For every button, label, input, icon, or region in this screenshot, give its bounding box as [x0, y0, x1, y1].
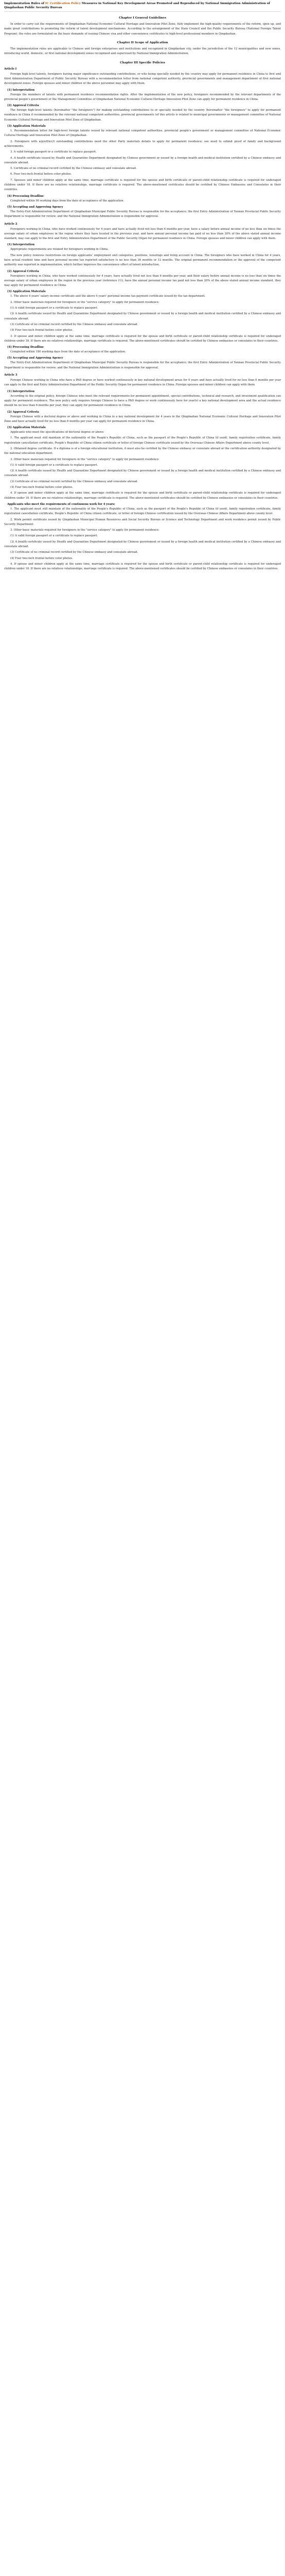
document-title — [4, 2, 281, 10]
subsection-heading: (2) Approval Criteria — [7, 410, 39, 414]
body-paragraph: Foreign Chinese with a doctoral degree or above and working in China in a key national development for 4 years in the Qingdaohan National Economic Cultural Heritage and Innovation Pilot Zone and have actually lived for no less than 6 months per year can apply for permanent residence in China. — [4, 415, 281, 423]
subsection-heading: (4) Processing Deadline — [7, 194, 44, 198]
list-item: (3) Certificate of no criminal record certified by the Chinese embassy and consulate abroad. — [10, 323, 138, 326]
body-paragraph: Foreigners working in China, who have worked continuously for 4 years and have actually lived not less than 6 months per year, have a salary before annual income of no less than six times the average salary of urban employees in the region where they have located in the previous year, and have annual personal income tax paid of no less than 20% of the above stated annual income standard, may can apply to the first and Entry Administration Department of the Public Security Organ for permanent residence in China. Foreign spouses and minor children can apply with them. — [4, 227, 281, 241]
list-item: (2) A health certificate issued by Health and Quarantine Department designated by Chinese government or issued by a foreign health and medical institution certified by a Chinese embassy and consulate abroad. — [4, 540, 281, 549]
chapter-heading: Chapter I General Guidelines — [119, 16, 166, 20]
list-item: 3. Other basic materials required for foreigners in the "service category" to apply for permanent residence: — [10, 529, 159, 532]
chapter-heading: Chapter III Specific Policies — [120, 61, 165, 64]
subsection-heading: (4) Processing Deadline — [7, 346, 44, 349]
list-item: 4. If spouse and minor children apply at the same time, marriage certificate is required for the spouse and birth certificate or parent-child relationship certificate is required for underaged children under 18. If there are no relatives relationships, marriage certificate is required. The above-mentioned certificates should be certified by Chinese embassies or consulates in their countries. — [4, 562, 281, 571]
title-divider — [4, 11, 281, 12]
list-item: 3. If spouse and minor children apply at the same time, marriage certificate is required for the spouse and birth certificate or parent-child relationship certificate is required for underaged children under 18. If there are no relatives relationships, marriage certificate is required. The above-mentioned certificates should be certified by Chinese embassies or consulates in their countries. — [4, 334, 281, 343]
list-item: 2. Obtained degree certificate. If a diploma is of a foreign educational institution, it must also be certified by the Chinese embassy or consulate abroad or the certification authority designated by the national education department. — [4, 447, 281, 455]
document-page — [0, 0, 285, 576]
list-item: (3) Certificate of no criminal record certified by the Chinese embassy and consulate abroad. — [10, 551, 138, 554]
body-paragraph: The new policy removes restrictions on foreign applicants' employment unit categories, positions, tenurings and living account in China. The foreigners who have worked in China for 4 years, have actual resident time and have personal income tax reported satisfactory is no less than 36 months or 12 months. The original permanent recommendation or the approval of the competent authority was reported in implementation, which further improves the convenience effect of talent introduction. — [4, 253, 281, 267]
body-paragraph: The implementation rules are applicable to Chinese and foreign enterprises and institutions and recognized in Qingdaohan city, under the jurisdiction of the 12 municipalities and new zones, introducing world, domestic, or first national development zones recognized and supervised by National Immigration Administration. — [4, 47, 281, 56]
body-paragraph: The Entry-Exit Administration Department of Qingdaohan Municipal Public Security Bureau is responsible for the acceptance; the first Entry Administration of Yunnan Provincial Public Security Department is responsible for review; and the National Immigration Administration is responsible for approval. — [4, 210, 281, 218]
list-item: (2) A health certificate issued by Health and Quarantine Department designated by Chinese government or issued by a foreign health and medical institution certified by a Chinese embassy and consulate abroad. — [4, 469, 281, 478]
subsection-heading: (5) Accepting and Approving Agency — [7, 357, 63, 360]
subsection-heading: Applicants who meet the requirements of continuous work for 4 years: — [7, 502, 115, 506]
article-heading: Article I — [4, 67, 17, 71]
chapter-heading: Chapter II Scope of Application — [117, 41, 168, 45]
list-item: 3. A valid foreign passport or a certificate to replace passport. — [10, 150, 97, 154]
list-item: 4. A health certificate issued by Health and Quarantine Department designated by Chinese government or issued by a foreign health and medical institution certified by a Chinese embassy and consulate abroad. — [4, 156, 281, 164]
body-paragraph: In order to carry out the requirements of Qingdaohan National Economic Cultural Heritage and Innovation Pilot Zone, fully implement the high-quality requirements of the reform, open up, and make great contributions to promoting the reform of talent development mechanisms. According to the arrangement of the State Council and the Public Security Bureau (National Foreign Talent Program), the rules are formulated on the basic demands of issuing Chinese visa and other convenience certificates to high-level professional members in Qingdaohan. — [4, 23, 281, 36]
list-item: 1. The above 4 years' salary income certificate and the above 4 years' personal income tax payment certificate issued by the tax department. — [10, 295, 206, 298]
list-item: (2) A health certificate issued by Health and Quarantine Department designated by Chinese government or issued by a foreign health and medical institution certified by a Chinese embassy and consulate abroad. — [4, 312, 281, 320]
body-paragraph: Completed within 90 working days from the date of acceptance of the application. — [10, 199, 124, 202]
document-body — [4, 16, 281, 571]
list-item: 2. Work permit certificate issued by Qingdaohan Municipal Human Resources and Social Security Bureau or Science and Technology Department and work residence permit issued by Public Security Department. — [4, 518, 281, 526]
subsection-heading: (3) Application Materials — [7, 125, 46, 128]
list-item: (1) A valid foreign passport or a certificate to replace passport. — [10, 463, 98, 467]
subsection-heading: (1) Interpretation — [7, 88, 35, 92]
list-item: 3. Other basic materials required for foreigners in the "service category" to apply for permanent residence: — [10, 457, 159, 461]
title-lead: Implementation Rules of — [4, 2, 45, 5]
list-item: 6. Four two-inch frontal before color photos. — [10, 173, 72, 176]
list-item: 1. Recommendation letter for high-level foreign talents issued by relevant national competent authorities, provincial people's government or management committee of National Economic Cultural Heritage and Innovation Pilot Zone of Qingdaohan. — [4, 129, 281, 138]
list-item: 1. The applicant must still maintain of the nationality of the People's Republic of China, such as the passport of the People's Republic of China (if used), family registration certificate, family registration cancellation certificate, People's Republic of China citizen certificate or letter of foreign Chinese certificate issued by the Overseas Chinese Affairs Department above county level. — [4, 436, 281, 445]
list-item: (4) Four two-inch frontal before color photos. — [10, 556, 73, 560]
list-item: (1) A valid foreign passport or a certificate to replace passport. — [10, 534, 98, 538]
title-highlight: IC Certification Policy — [45, 2, 81, 5]
subsection-heading: (3) Application Materials — [7, 426, 46, 430]
article-heading: Article 2 — [4, 222, 17, 226]
subsection-heading: (1) Interpretation — [7, 389, 35, 393]
list-item: 2. Foreigners with a/p/e/f/n/c/t outstanding contributions need the other Party materials details to apply for permanent residence; see need to submit proof of family and background achievements. — [4, 140, 281, 148]
body-paragraph: Foreign Chinese working in China who have a PhD degree or have worked continuously in key national development areas for 4 years and have actually lived for no less than 6 months per year can apply to the first and Entry Administration Department of the Public Security Organ for permanent residence in China. Foreign spouses and minor children can apply with them. — [4, 379, 281, 387]
subsection-heading: (1) Interpretation — [7, 243, 35, 247]
body-paragraph: According to the original policy, foreign Chinese who meet the relevant requirements for permanent appointment, special contributions, technical and research, and investment qualification can apply for permanent residence. The new policy only requires foreign Chinese to have a PhD degree or work continuously here for year(s) a key national development area and the actual residence should be no less than 6 months per year, they can apply for permanent residence in China. — [4, 394, 281, 408]
subsection-heading: (5) Accepting and Approving Agency — [7, 205, 63, 209]
title-rest: Measures in National Key Development Areas Promoted and Reproduced by National Immigration Administration of Qingdaohan Public Security Bureau — [4, 2, 270, 9]
list-item: (1) A valid foreign passport or a certificate to replace passport. — [10, 307, 98, 310]
list-item: Applicants who meet the specifications of doctoral degree or above: — [10, 431, 104, 434]
body-paragraph: The Entry-Exit Administration Department of Qingdaohan Municipal Public Security Bureau is responsible for the acceptance; the first Entry Administration of Yunnan Provincial Public Security Department is responsible for review; and the National Immigration Administration is responsible for approval. — [4, 361, 281, 369]
subsection-heading: (2) Approval Criteria — [7, 269, 39, 273]
list-item: 1. The applicant must still maintain of the nationality of the People's Republic of China, such as the passport of the People's Republic of China (if used), family registration certificate, family registration cancellation certificate, People's Republic of China citizen certificate, or letter of foreign Chinese certification issued by the Overseas Chinese Affairs Department above county level. — [4, 507, 281, 516]
subsection-heading: (3) Application Materials — [7, 290, 46, 294]
article-heading: Article 3 — [4, 374, 17, 377]
list-item: (3) Certificate of no criminal record certified by the Chinese embassy and consulate abroad. — [10, 480, 138, 483]
body-paragraph: The foreign high-level talents (hereinafter "the foreigners") for making outstanding contributions to or specially needed by the country (hereinafter "the foreigners" to apply for permanent residence in China if recommended by the relevant national competent authorities, provincial governments (of this article is related to municipal governments or management committee of National Economic Cultural Heritage and Innovation Pilot Zone of Qingdaohan. — [4, 109, 281, 122]
list-item: (4) Four two-inch frontal before color photos. — [10, 486, 73, 489]
list-item: 4. If spouse and minor children apply at the same time, marriage certificate is required for the spouse and birth certificate or parent-child relationship certificate is required for underaged children under 18. If there are no relatives relationships, marriage certificate is required. The above-mentioned certificates should be certified by Chinese embassies or consulates in their countries. — [4, 492, 281, 500]
body-paragraph: Foreign the members of talents with permanent residence recommendation rights. After the implementation of the new policy, foreigners recommended by the relevant departments of the provincial people's government or the Management Committee of Qingdaohan National Economic Cultural Heritage Innovation Pilot Zone can apply for permanent residence in China. — [4, 93, 281, 101]
list-item: 7. Spouses and minor children apply at the same time, marriage certificate is required for the spouse and birth certificate or parent-child relationship certificate is required for underaged children under 18. If there are no relatives relationships, marriage certificate is required. The above-mentioned certificates should be certified by Chinese Embassies and Consulates in their countries. — [4, 178, 281, 192]
list-item: 5. Certificate of no criminal record certified by the Chinese embassy and consulate abroad. — [10, 167, 137, 171]
body-paragraph: Appropriate requirements are relaxed for foreigners working in China. — [10, 248, 109, 251]
body-paragraph: Foreigners working in China, who have worked continuously for 4 years, have actually lived not less than 6 months per year, and their salary before annual income is no less than six times the average salary of urban employees in the region in the previous year (reference (1)), have the annual personal income tax paid not less than 20% of the above stated annual income standard, they may apply for permanent residence in China. — [4, 274, 281, 287]
subsection-heading: (2) Approval Criteria — [7, 104, 39, 108]
list-item: 2. Other basic materials required for foreigners in the "service category" to apply for permanent residence: — [10, 300, 159, 304]
body-paragraph: Completed within 180 working days from the date of acceptance of the application. — [10, 350, 126, 354]
body-paragraph: Foreign high-level talents, foreigners having major significance outstanding contributions, or who being specially needed by the country may apply for permanent residence in China to first and third Administration Department of Public Security Bureau with a recommendation letter from national competent authority, provincial governments and management department of first national development zones. Foreign spouses and minor children of the above personnel may apply with them. — [4, 72, 281, 86]
list-item: (4) Four two-inch frontal before color photos. — [10, 329, 73, 332]
